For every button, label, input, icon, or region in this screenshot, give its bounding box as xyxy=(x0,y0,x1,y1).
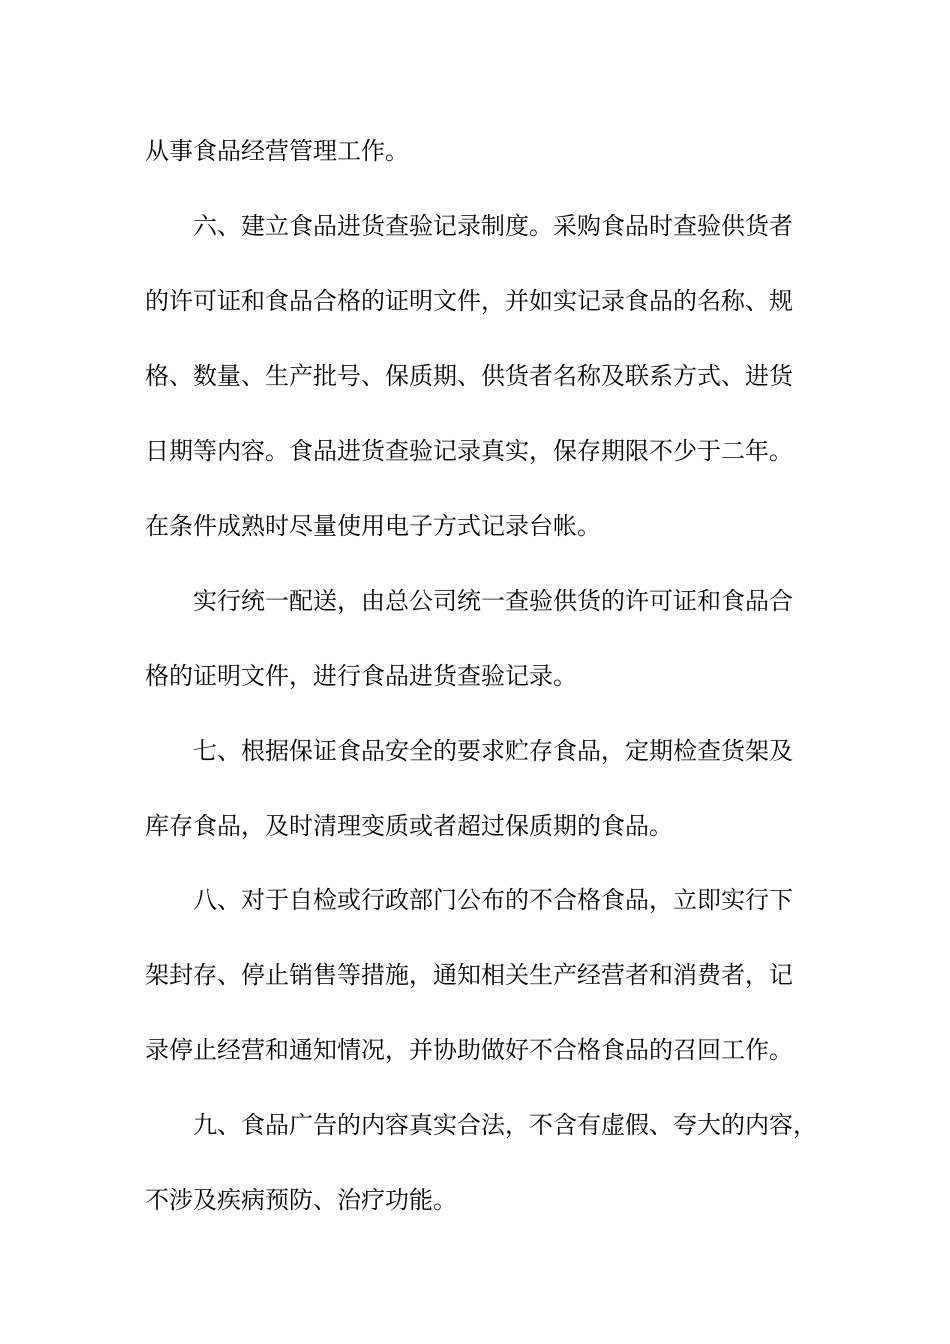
text-line: 不涉及疾病预防、治疗功能。 xyxy=(145,1186,457,1214)
text-line: 库存食品，及时清理变质或者超过保质期的食品。 xyxy=(145,812,673,840)
text-line: 在条件成熟时尽量使用电子方式记录台帐。 xyxy=(145,512,601,540)
paragraph-eight-line: 八、对于自检或行政部门公布的不合格食品，立即实行下 xyxy=(193,886,793,914)
text-line: 录停止经营和通知情况，并协助做好不合格食品的召回工作。 xyxy=(145,1036,793,1064)
paragraph-six-line: 六、建立食品进货查验记录制度。采购食品时查验供货者 xyxy=(193,212,793,240)
paragraph-nine-line: 九、食品广告的内容真实合法，不含有虚假、夸大的内容， xyxy=(193,1111,817,1139)
text-line: 格的证明文件，进行食品进货查验记录。 xyxy=(145,662,577,690)
text-line: 格、数量、生产批号、保质期、供货者名称及联系方式、进货 xyxy=(145,362,793,390)
paragraph-seven-line: 七、根据保证食品安全的要求贮存食品，定期检查货架及 xyxy=(193,737,793,765)
text-line: 从事食品经营管理工作。 xyxy=(145,137,409,165)
text-line: 日期等内容。食品进货查验记录真实，保存期限不少于二年。 xyxy=(145,437,793,465)
text-line: 的许可证和食品合格的证明文件，并如实记录食品的名称、规 xyxy=(145,287,793,315)
text-line: 架封存、停止销售等措施，通知相关生产经营者和消费者，记 xyxy=(145,961,793,989)
paragraph-distribution-line: 实行统一配送，由总公司统一查验供货的许可证和食品合 xyxy=(193,587,793,615)
